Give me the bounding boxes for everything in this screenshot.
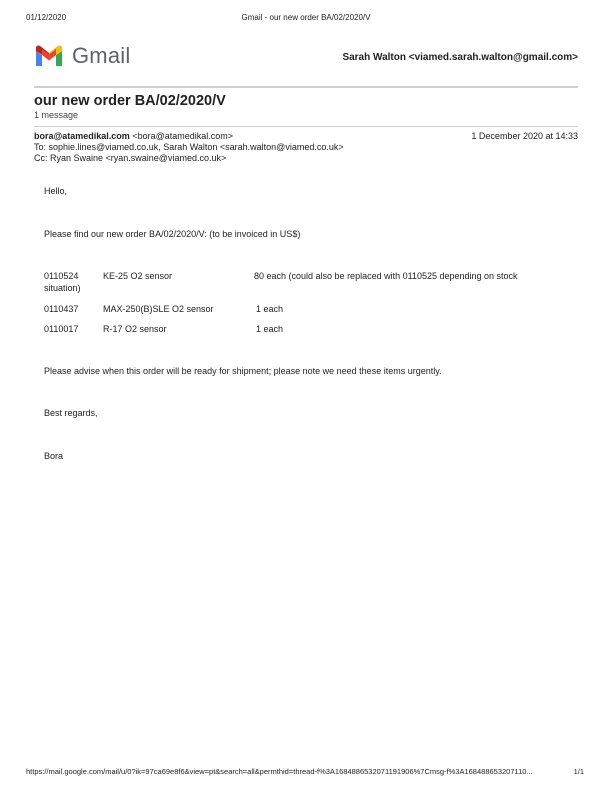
advise-text: Please advise when this order will be ready for shipment; please note we need these items urgently.: [44, 366, 442, 376]
account-name: Sarah Walton <viamed.sarah.walton@gmail.com>: [342, 52, 578, 63]
header-divider: [34, 86, 578, 88]
order-line-code: 0110524: [44, 271, 79, 281]
gmail-logo-text: Gmail: [72, 43, 131, 68]
to-line: To: sophie.lines@viamed.co.uk, Sarah Walton <sarah.walton@viamed.co.uk>: [34, 142, 344, 152]
order-line-qty-cont: situation): [44, 283, 81, 293]
intro-text: Please find our new order BA/02/2020/V: (to be invoiced in US$): [44, 229, 301, 239]
order-line-item: MAX-250(B)SLE O2 sensor: [103, 304, 214, 314]
order-line-code: 0110437: [44, 304, 79, 314]
print-url: https://mail.google.com/mail/u/0?ik=97ca69e8f6&view=pt&search=all&permthid=thread-f%3A1684886532071191906%7Cmsg-f%3A168488653207110...: [26, 767, 533, 776]
subject-divider: [34, 126, 578, 127]
print-page-number: 1/1: [573, 767, 584, 776]
order-line-qty: 1 each: [256, 324, 284, 334]
sender-name: bora@atamedikal.com: [34, 131, 130, 141]
print-title: Gmail - our new order BA/02/2020/V: [241, 13, 371, 22]
order-line-item: R-17 O2 sensor: [103, 324, 167, 334]
print-date: 01/12/2020: [26, 13, 67, 22]
gmail-logo-icon: [34, 44, 64, 68]
greeting: Hello,: [44, 186, 68, 196]
closing: Best regards,: [44, 408, 98, 418]
order-line-item: KE-25 O2 sensor: [103, 271, 173, 281]
order-line-qty: 1 each: [256, 304, 284, 314]
sender: [34, 131, 233, 141]
cc-line: Cc: Ryan Swaine <ryan.swaine@viamed.co.uk>: [34, 153, 227, 163]
sender-email: <bora@atamedikal.com>: [132, 131, 234, 141]
message-count: 1 message: [34, 110, 79, 120]
order-line-code: 0110017: [44, 324, 79, 334]
signature: Bora: [44, 451, 64, 461]
thread-subject: our new order BA/02/2020/V: [34, 93, 226, 109]
order-line-qty: 80 each (could also be replaced with 0110525 depending on stock: [254, 271, 518, 281]
message-date: 1 December 2020 at 14:33: [471, 131, 578, 141]
